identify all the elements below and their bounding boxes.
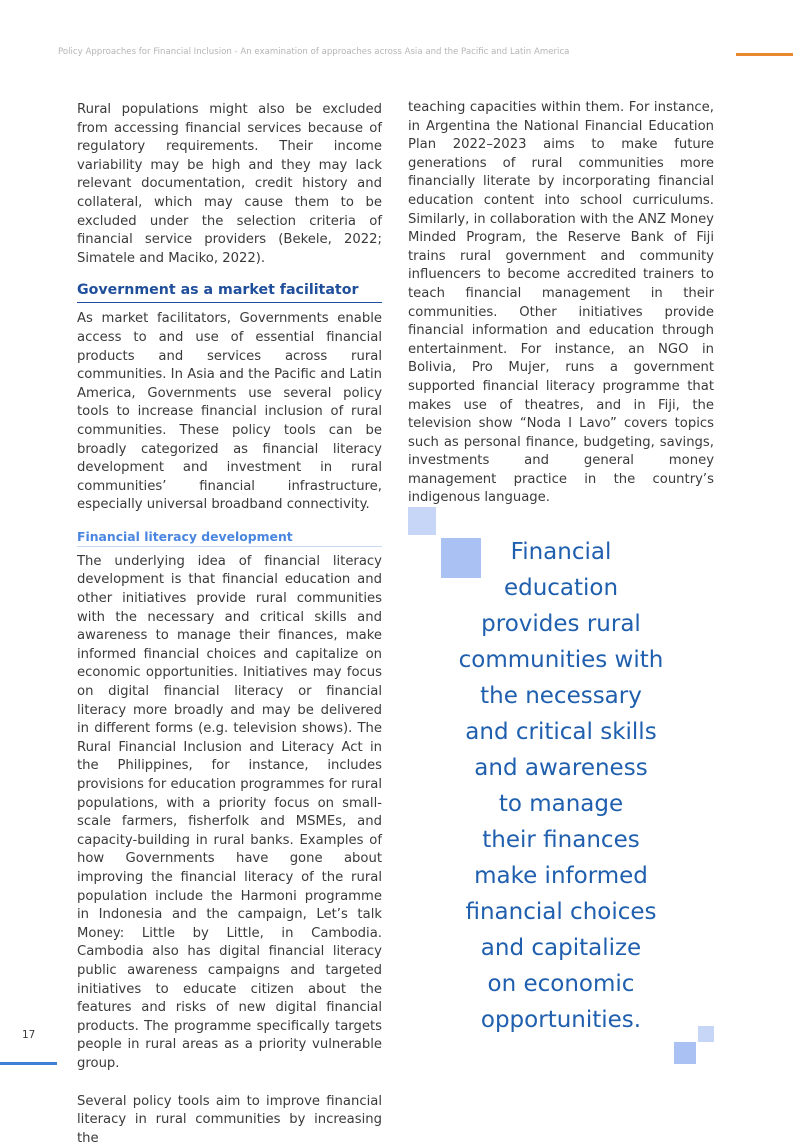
subsection-heading-financial-literacy: Financial literacy development (77, 528, 382, 547)
page-number: 17 (22, 1029, 35, 1041)
continued-paragraph: teaching capacities within them. For instance, in Argentina the National Financial Education Plan 2022–2023 aims to make future generations of rural communities more financially literate by incorporating financial education content into school curriculums. Similarly, in collaboration with the ANZ Money Minded Program, the Reserve Bank of Fiji trains rural government and community influencers to become accredited trainers to teach financial management in their communities. Other initiatives provide financial information and education through entertainment. For instance, an NGO in Bolivia, Pro Mujer, runs a government supported financial literacy programme that makes use of theatres, and in Fiji, the television show “Noda I Lavo” covers topics such as personal finance, budgeting, savings, investments and general money management practice in the country’s indigenous language. (408, 99, 714, 508)
footer-accent-rule (0, 1062, 57, 1065)
pull-quote: Financial education provides rural communities with the necessary and critical skills and awareness to manage their finances make informed financial choices and capitalize on economic opportunities. (448, 534, 674, 1038)
decorative-square-bottom-small (698, 1026, 714, 1042)
running-header-title: Policy Approaches for Financial Inclusion - An examination of approaches across Asia and the Pacific and Latin America (58, 47, 569, 57)
decorative-square-bottom-large (674, 1042, 696, 1064)
left-column (77, 101, 382, 1148)
section-heading-market-facilitator: Government as a market facilitator (77, 281, 382, 303)
market-facilitator-paragraph: As market facilitators, Governments enable access to and use of essential financial products and services across rural communities. In Asia and the Pacific and Latin America, Governments use several policy tools to increase financial inclusion of rural communities. These policy tools can be broadly categorized as financial literacy development and investment in rural communities’ financial infrastructure, especially universal broadband connectivity. (77, 310, 382, 515)
decorative-square-top-small (408, 507, 436, 535)
header-accent-rule (736, 53, 793, 56)
right-column (408, 99, 714, 508)
intro-paragraph: Rural populations might also be excluded from accessing financial services because of regulatory requirements. Their income variability may be high and they may lack relevant documentation, credit history and collateral, which may cause them to be excluded under the selection criteria of financial service providers (Bekele, 2022; Simatele and Maciko, 2022). (77, 101, 382, 268)
financial-literacy-paragraph: The underlying idea of financial literacy development is that financial education and other initiatives provide rural communities with the necessary and critical skills and awareness to manage their finances, make informed financial choices and capitalize on economic opportunities. Initiatives may focus on digital financial literacy or financial literacy more broadly and may be delivered in different forms (e.g. television shows). The Rural Financial Inclusion and Literacy Act in the Philippines, for instance, includes provisions for education programmes for rural populations, with a priority focus on small-scale farmers, fisherfolk and MSMEs, and capacity-building in rural banks. Examples of how Governments have gone about improving the financial literacy of the rural population include the Harmoni programme in Indonesia and the campaign, Let’s talk Money: Little by Little, in Cambodia. Cambodia also has digital financial literacy public awareness campaigns and targeted initiatives to educate citizen about the features and risks of new digital financial products. The programme specifically targets people in rural areas as a priority vulnerable group. (77, 553, 382, 1074)
policy-tools-paragraph: Several policy tools aim to improve financial literacy in rural communities by increasing the (77, 1093, 382, 1148)
